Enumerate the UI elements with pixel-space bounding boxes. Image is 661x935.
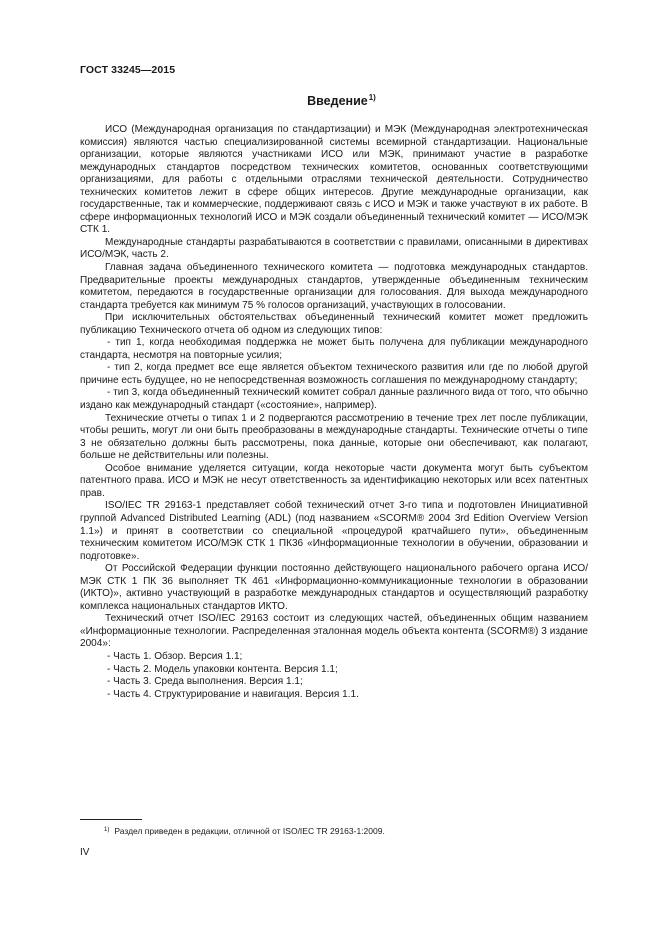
section-title-text: Введение (307, 94, 368, 108)
list-item: - тип 2, когда предмет все еще является объектом технического развития или где по любой другой причине есть будущее, но не непосредственная возможность соглашения по международному стандарту; (80, 362, 588, 386)
paragraph: Технические отчеты о типах 1 и 2 подвергаются рассмотрению в течение трех лет после публикации, чтобы решить, могут ли они быть преобразованы в международные стандарты. Технические отчеты о типе 3 не обязательно должны быть рассмотрены, пока данные, которые они обеспечивают, как полагают, больше не действительны или полезны. (80, 412, 588, 462)
paragraph: ИСО (Международная организация по стандартизации) и МЭК (Международная электротехническая комиссия) являются частью специализированной системы всемирной стандартизации. Национальные организации, которые являются участниками ИСО или МЭК, принимают участие в разработке международных стандартов посредством технических комитетов, основанных соответствующими организациями, для работы с отдельными отраслями технической деятельности. Сотрудничество технических комитетов лежит в сфере общих интересов. Другие международные организации, как государственные, так и коммерческие, поддерживают связь с ИСО и МЭК и также участвуют в их работе. В сфере информационных технологий ИСО и МЭК создали объединенный технический комитет — ИСО/МЭК СТК 1. (80, 124, 588, 236)
part-list-item: - Часть 3. Среда выполнения. Версия 1.1; (107, 676, 303, 688)
paragraph: При исключительных обстоятельствах объединенный технический комитет может предложить публикацию Технического отчета об одном из следующих типов: (80, 312, 588, 336)
part-list-item: - Часть 2. Модель упаковки контента. Версия 1.1; (107, 663, 338, 675)
document-header: ГОСТ 33245—2015 (80, 64, 176, 76)
list-item: - тип 1, когда необходимая поддержка не может быть получена для публикации международного стандарта, несмотря на повторные усилия; (80, 337, 588, 361)
paragraph: Международные стандарты разрабатываются в соответствии с правилами, описанными в директивах ИСО/МЭК, часть 2. (80, 236, 588, 261)
part-list-item: - Часть 4. Структурирование и навигация. Версия 1.1. (107, 688, 359, 700)
paragraph: От Российской Федерации функции постоянно действующего национального рабочего органа ИСО/МЭК СТК 1 ПК 36 выполняет ТК 461 «Информационно-коммуникационные технологии в образовании (ИКТО)», активно участвующий в разработке международных стандартов и осуществляющий разработку комплекса национальных стандартов ИКТО. (80, 563, 588, 612)
footnote-text: Раздел приведен в редакции, отличной от ISO/IEC TR 29163-1:2009. (114, 826, 385, 836)
footnote-divider (80, 819, 142, 820)
document-body (80, 124, 588, 701)
section-title (0, 93, 661, 108)
paragraph: Особое внимание уделяется ситуации, когда некоторые части документа могут быть субъектом патентного права. ИСО и МЭК не несут ответственность за идентификацию некоторых или всех патентных прав. (80, 462, 588, 499)
footnote-reference: 1) (368, 93, 376, 102)
footnote (104, 826, 385, 836)
part-list-item: - Часть 1. Обзор. Версия 1.1; (107, 650, 243, 662)
paragraph: ISO/IEC TR 29163-1 представляет собой технический отчет 3-го типа и подготовлен Инициативной группой Advanced Distributed Learning (ADL) (под названием «SCORM® 2004 3rd Edition Overview Version 1.1») и принят в соответствии со специальной «процедурой кратчайшего пути», объединенным техническим комитетом ИСО/МЭК СТК 1 ПК36 «Информационные технологии в обучении, образовании и подготовке». (80, 500, 588, 562)
paragraph: Технический отчет ISO/IEC 29163 состоит из следующих частей, объединенных общим названием «Информационные технологии. Распределенная эталонная модель объекта контента (SCORM®) 3 издание 2004»: (80, 613, 588, 650)
list-item: - тип 3, когда объединенный технический комитет собрал данные различного вида от того, что обычно издано как международный стандарт («состояние», например). (80, 387, 588, 412)
footnote-marker: 1) (104, 827, 110, 833)
paragraph: Главная задача объединенного технического комитета — подготовка международных стандартов. Предварительные проекты международных стандартов, утвержденные объединенным техническим комитетом, передаются в государственные организации для голосования. Для выхода международного стандарта требуется как минимум 75 % голосов организаций, участвующих в голосовании. (80, 262, 588, 311)
page-number: IV (80, 847, 90, 858)
